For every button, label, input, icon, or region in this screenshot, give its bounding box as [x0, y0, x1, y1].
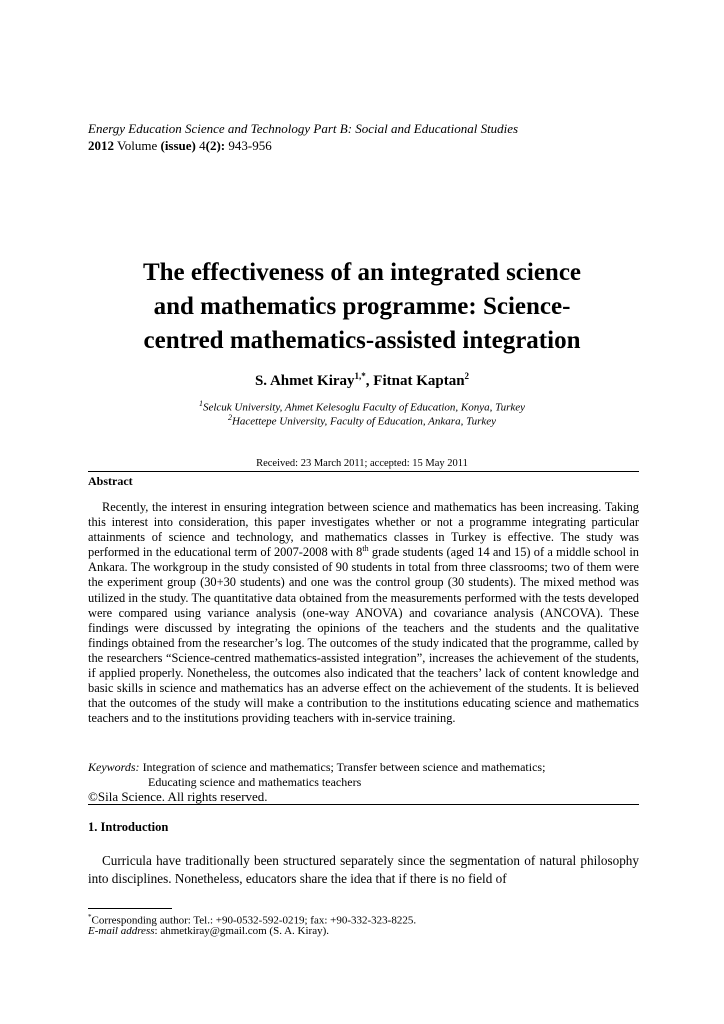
- paper-title: [70, 256, 654, 358]
- affiliation-2-text: Hacettepe University, Faculty of Education, Ankara, Turkey: [231, 415, 497, 428]
- footnote-email: [88, 924, 329, 938]
- year: 2012: [88, 138, 114, 153]
- keywords: [88, 760, 639, 775]
- volume-number: 4: [195, 138, 206, 153]
- author-1-affiliation: 1,*: [354, 371, 366, 381]
- author-1: S. Ahmet Kiray: [254, 373, 355, 389]
- keywords-line-1: Integration of science and mathematics; Transfer between science and mathematics;: [139, 760, 546, 774]
- title-line-1: The effectiveness of an integrated science: [142, 259, 582, 286]
- abstract-body: [88, 500, 639, 726]
- divider: [88, 804, 639, 805]
- journal-name: Energy Education Science and Technology Part B: Social and Educational Studies: [88, 121, 519, 136]
- author-2: Fitnat Kaptan: [373, 373, 465, 389]
- affiliation-1-marker: 1: [198, 399, 203, 408]
- volume-label: Volume: [114, 138, 161, 153]
- affiliation-1-text: Selcuk University, Ahmet Kelesoglu Faculty of Education, Konya, Turkey: [202, 401, 526, 414]
- corresponding-author: Corresponding author: Tel.: +90-0532-592-0219; fax: +90-332-323-8225.: [91, 914, 417, 927]
- footnote-marker: *: [88, 913, 92, 921]
- title-line-2: and mathematics programme: Science-: [153, 293, 571, 320]
- copyright-notice: ©Sila Science. All rights reserved.: [88, 789, 268, 804]
- authors: [80, 367, 644, 390]
- received-dates: Received: 23 March 2011; accepted: 15 May 2011: [256, 458, 468, 469]
- section-heading: 1. Introduction: [88, 820, 169, 834]
- abstract-heading: Abstract: [88, 474, 133, 488]
- abstract-text-2: grade students (aged 14 and 15) of a middle school in Ankara. The workgroup in the study consisted of 90 students in total from three classrooms; two of them were the experiment group (30+30 students) and one was the control group (30 students). The mixed method was utilized in the study. The quantitative data obtained from the measurements performed with the tests developed were compared using variance analysis (one-way ANOVA) and covariance analysis (ANCOVA). These findings were discussed by integrating the opinions of the teachers and the students and the qualitative findings obtained from the researcher’s log. The outcomes of the study indicated that the programme, called by the researchers “Science-centred mathematics-assisted integration”, increases the achievement of the students, if applied properly. Nonetheless, the outcomes also indicated that the teachers’ lack of content knowledge and basic skills in science and mathematics has an adverse effect on the achievement of the students. It is believed that the outcomes of the study will make a contribution to the institutions educating science and mathematics teachers and to the institutions providing teachers with in-service training.: [88, 545, 639, 726]
- author-2-affiliation: 2: [464, 371, 470, 381]
- footnote-divider: [88, 908, 172, 909]
- email-address: : ahmetkiray@gmail.com (S. A. Kiray).: [154, 925, 329, 937]
- page-range: 943-956: [225, 138, 272, 153]
- abstract-superscript: th: [362, 544, 369, 554]
- keywords-label: Keywords:: [88, 760, 140, 774]
- title-line-3: centred mathematics-assisted integration: [143, 327, 581, 354]
- divider: [88, 471, 639, 472]
- volume-info: [88, 138, 272, 154]
- keywords-line-2: Educating science and mathematics teachers: [148, 775, 362, 789]
- affiliation-2: [80, 411, 644, 429]
- abstract-text-1: Recently, the interest in ensuring integration between science and mathematics has been increasing. Taking this interest into consideration, this paper investigates whether or not a programme integrating particular attainments of science and technology, and mathematics classes in Turkey is effective. The study was performed in the educational term of 2007-2008 with 8: [88, 500, 639, 560]
- issue-label: (issue): [160, 138, 196, 153]
- issue-number: (2):: [205, 138, 226, 153]
- email-label: E-mail address: [88, 925, 155, 937]
- affiliation-2-marker: 2: [227, 413, 232, 422]
- author-separator: ,: [365, 373, 374, 389]
- introduction-paragraph: Curricula have traditionally been structured separately since the segmentation of natural philosophy into disciplines. Nonetheless, educators share the idea that if there is no field of: [88, 853, 639, 886]
